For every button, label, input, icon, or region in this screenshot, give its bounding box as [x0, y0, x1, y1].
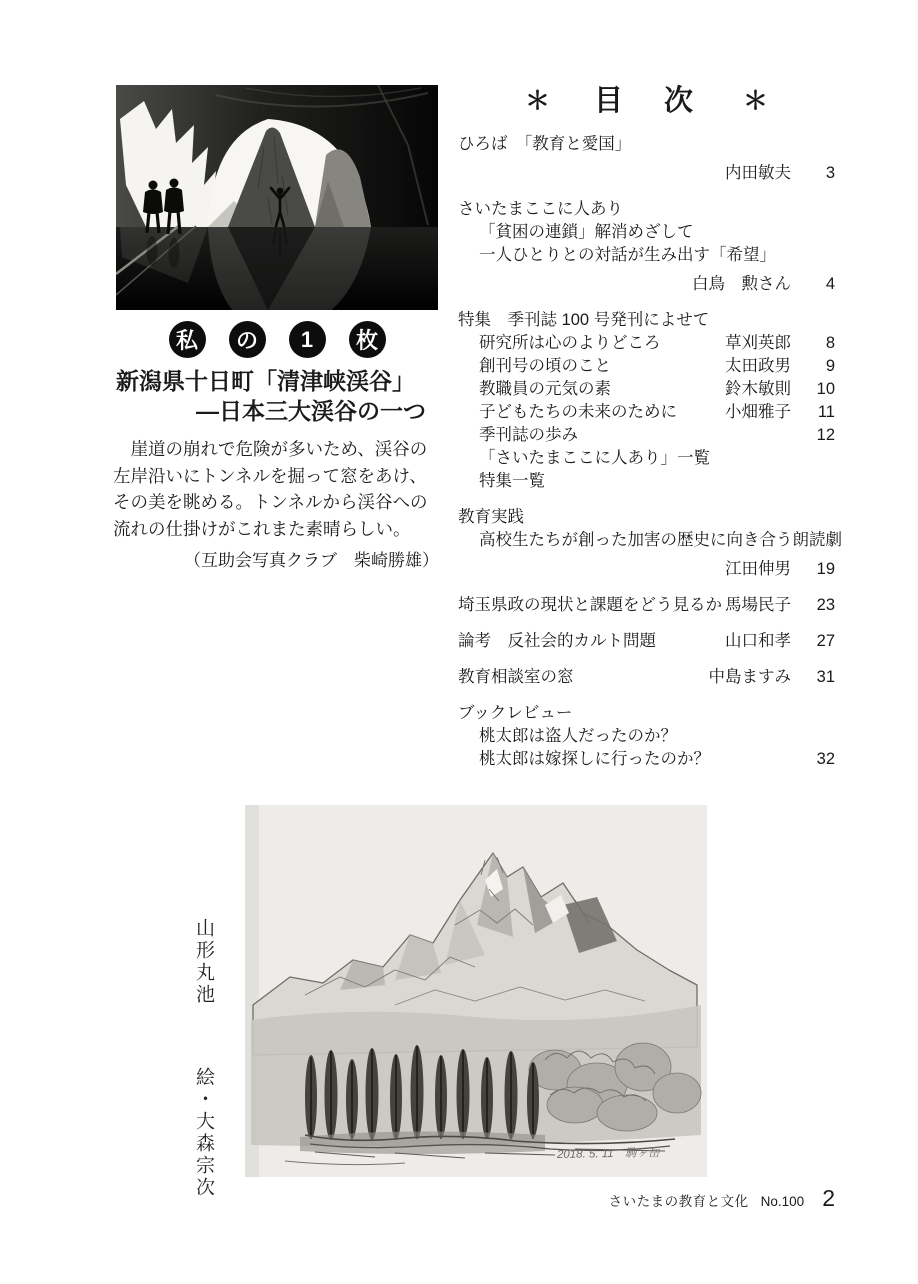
toc-entry-title: ひろば 「教育と愛国」	[458, 135, 632, 153]
photo-title	[116, 366, 440, 426]
toc-row	[458, 630, 835, 653]
artwork-subject-label: 山形丸池	[193, 918, 214, 1006]
photo-credit: （互助会写真クラブ 柴崎勝雄）	[184, 551, 439, 570]
artwork-label	[190, 918, 217, 1208]
toc-entry-page: 11	[817, 403, 835, 421]
toc-row	[458, 309, 835, 332]
toc-row	[458, 470, 835, 493]
toc-entry-author: 馬場民子	[725, 596, 791, 614]
toc-entry-title: 桃太郎は嫁探しに行ったのか？	[479, 750, 710, 768]
toc-entry-author: 鈴木敏則	[725, 380, 791, 398]
toc-row	[458, 355, 835, 378]
toc-entry-author: 太田政男	[725, 357, 791, 375]
toc-section	[458, 666, 835, 689]
toc-entry-page: 3	[825, 164, 835, 182]
toc-entry-title: さいたまここに人あり	[458, 200, 623, 218]
badge-circle-char: 私	[169, 321, 206, 358]
toc-row	[458, 594, 835, 617]
toc-row	[458, 447, 835, 470]
toc-row	[458, 506, 835, 529]
badge-circle-char: の	[229, 321, 266, 358]
toc-row	[458, 748, 835, 771]
toc-section	[458, 133, 835, 185]
toc-row	[458, 162, 835, 185]
toc-row	[458, 221, 835, 244]
toc-header	[458, 78, 835, 119]
toc-asterisk-right: ＊	[743, 86, 769, 115]
photo-description-line: 左岸沿いにトンネルを掘って窓をあけ、	[113, 465, 427, 486]
mountain-sketch-drawing	[245, 805, 707, 1177]
toc-entry-title: 子どもたちの未来のために	[479, 403, 677, 421]
photo-description	[113, 436, 447, 542]
toc-entries	[458, 133, 842, 784]
footer-page-number: 2	[822, 1185, 835, 1211]
toc-entry-page: 12	[816, 426, 835, 444]
toc-entry-title: 論考 反社会的カルト問題	[458, 632, 656, 650]
toc-entry-title: 研究所は心のよりどころ	[479, 334, 661, 352]
footer-journal-title: さいたまの教育と文化	[608, 1194, 749, 1209]
toc-entry-author: 草刈英郎	[725, 334, 791, 352]
toc-entry-author: 山口和孝	[725, 632, 791, 650]
toc-entry-author: 中島ますみ	[708, 668, 791, 686]
toc-entry-author: 内田敏夫	[725, 164, 791, 182]
toc-entry-page: 32	[816, 750, 835, 768]
toc-entry-page: 19	[816, 560, 835, 578]
toc-row	[458, 198, 835, 221]
toc-entry-page: 31	[816, 668, 835, 686]
toc-entry-title: 教育相談室の窓	[458, 668, 574, 686]
my-one-photo-badge	[116, 321, 438, 358]
toc-entry-title: 埼玉県政の現状と課題をどう見るか	[458, 596, 722, 614]
toc-entry-page: 27	[816, 632, 835, 650]
toc-row	[458, 378, 835, 401]
toc-entry-title	[458, 273, 692, 296]
toc-entry-title: 特集一覧	[479, 472, 545, 490]
toc-section	[458, 702, 835, 771]
toc-row	[458, 558, 835, 581]
toc-row	[458, 529, 842, 552]
toc-section	[458, 594, 835, 617]
photo-description-line: 流れの仕掛けがこれまた素晴らしい。	[113, 518, 411, 539]
sketch-signature: 2018. 5. 11 駒ヶ岳	[556, 1147, 660, 1161]
toc-entry-title: 教育実践	[458, 508, 524, 526]
toc-entry-author: 白鳥 勲さん	[692, 275, 791, 293]
toc-row	[458, 244, 835, 267]
toc-entry-author: 江田伸男	[725, 560, 791, 578]
toc-row	[458, 424, 835, 447]
toc-row	[458, 133, 835, 156]
toc-entry-title: 「さいたまここに人あり」一覧	[479, 449, 710, 467]
toc-entry-title: 高校生たちが創った加害の歴史に向き合う朗読劇	[479, 531, 842, 549]
gorge-tunnel-photo	[116, 85, 438, 310]
toc-entry-page: 9	[825, 357, 835, 375]
toc-entry-title: 特集 季刊誌 100 号発刊によせて	[458, 311, 710, 329]
toc-section	[458, 506, 842, 581]
artwork-label-gap	[203, 1014, 204, 1058]
toc-entry-page: 8	[825, 334, 835, 352]
photo-description-line: 崖道の崩れで危険が多いため、渓谷の	[113, 439, 428, 459]
toc-asterisk-left: ＊	[524, 86, 550, 115]
toc-row	[458, 702, 835, 725]
toc-row	[458, 666, 835, 689]
photo-title-line2: ―日本三大渓谷の一つ	[196, 398, 426, 424]
toc-entry-title: 創刊号の頃のこと	[479, 357, 611, 375]
toc-section	[458, 309, 835, 493]
photo-description-line: その美を眺める。トンネルから渓谷への	[113, 492, 428, 512]
toc-entry-title: 桃太郎は盗人だったのか？	[479, 727, 677, 745]
footer-issue-number: No.100	[760, 1194, 805, 1209]
toc-entry-page: 23	[816, 596, 835, 614]
photo-title-line1: 新潟県十日町「清津峡渓谷」	[116, 368, 415, 394]
badge-circle-char: 枚	[349, 321, 386, 358]
toc-section	[458, 198, 835, 296]
toc-entry-title: 「貧困の連鎖」解消めざして	[479, 223, 694, 241]
badge-circle-char: 1	[289, 321, 326, 358]
page-footer	[0, 1185, 835, 1212]
toc-row	[458, 401, 835, 424]
toc-entry-title: 一人ひとりとの対話が生み出す「希望」	[479, 246, 776, 264]
toc-entry-title	[458, 162, 725, 185]
artwork-artist-label: 絵・大森宗次	[193, 1066, 214, 1199]
toc-row	[458, 332, 835, 355]
toc-section	[458, 630, 835, 653]
toc-entry-title: 季刊誌の歩み	[479, 426, 578, 444]
toc-entry-title	[458, 558, 725, 581]
toc-entry-title: ブックレビュー	[458, 704, 573, 722]
toc-entry-title: 教職員の元気の素	[479, 380, 611, 398]
toc-title: 目 次	[593, 85, 699, 117]
toc-row	[458, 725, 835, 748]
toc-entry-page: 10	[816, 380, 835, 398]
toc-entry-author: 小畑雅子	[725, 403, 791, 421]
toc-entry-page: 4	[825, 275, 835, 293]
toc-row	[458, 273, 835, 296]
